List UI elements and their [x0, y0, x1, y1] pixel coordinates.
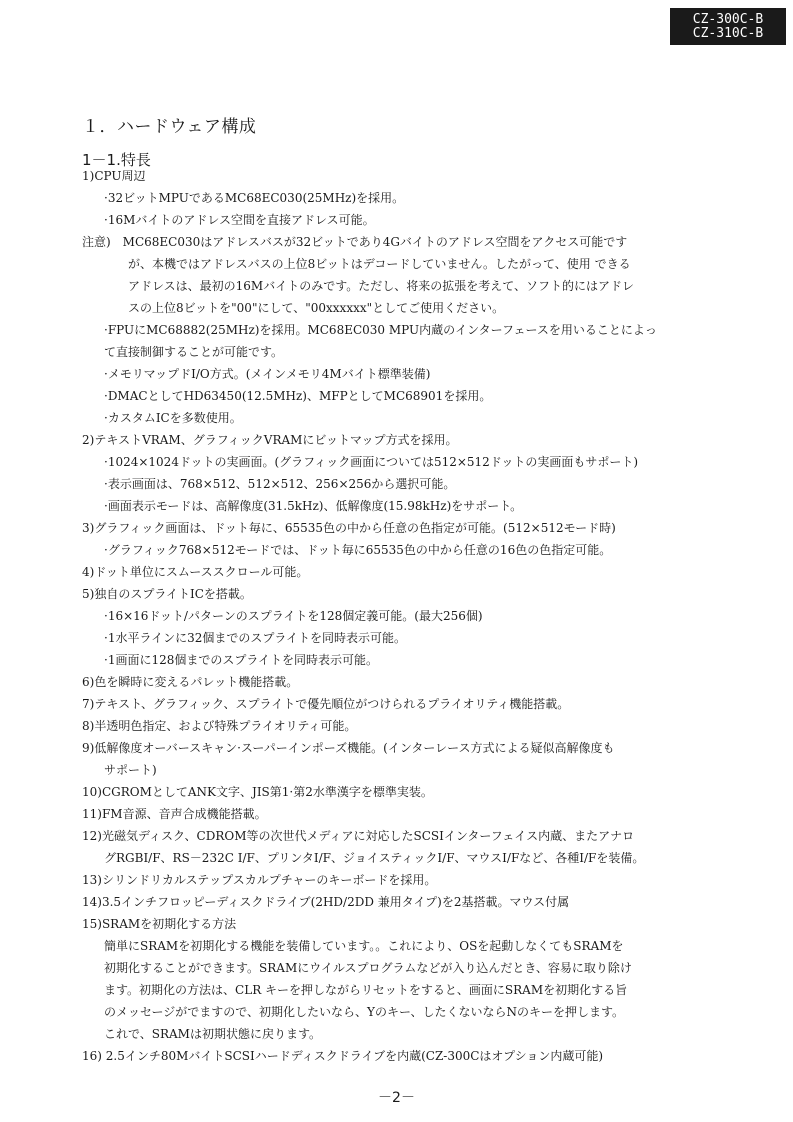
note-line: 注意) MC68EC030はアドレスバスが32ビットであり4Gバイトのアドレス空間をアクセス可能です	[82, 235, 628, 249]
text-line: 8)半透明色指定、および特殊プライオリティ可能。	[82, 719, 357, 733]
text-line: 9)低解像度オーバースキャン·スーパーインポーズ機能。(インターレース方式による疑似高解像度も	[82, 741, 615, 755]
text-line: ·16Mバイトのアドレス空間を直接アドレス可能。	[104, 213, 375, 227]
note-line: アドレスは、最初の16Mバイトのみです。ただし、将来の拡張を考えて、ソフト的にはアドレ	[128, 279, 635, 293]
model-number-line-2: CZ-310C-B	[692, 25, 764, 41]
note-line: スの上位8ビットを"00"にして、"00xxxxxx"としてご使用ください。	[128, 301, 505, 315]
text-line: ·DMACとしてHD63450(12.5MHz)、MFPとしてMC68901を採用。	[104, 389, 492, 403]
text-line: グRGBI/F、RS－232C I/F、プリンタI/F、ジョイスティックI/F、マウスI/Fなど、各種I/Fを装備。	[104, 851, 645, 865]
text-line: ·表示画面は、768×512、512×512、256×256から選択可能。	[104, 477, 456, 491]
text-line: ·1画面に128個までのスプライトを同時表示可能。	[104, 653, 378, 667]
text-line: ·メモリマップドI/O方式。(メインメモリ4Mバイト標準装備)	[104, 367, 431, 381]
text-line: 6)色を瞬時に変えるパレット機能搭載。	[82, 675, 299, 689]
text-line: これで、SRAMは初期状態に戻ります。	[104, 1027, 322, 1041]
text-line: 簡単にSRAMを初期化する機能を装備しています。。これにより、OSを起動しなくてもSRAMを	[104, 939, 624, 953]
subsection-title: 1－1.特長	[82, 151, 151, 169]
text-line: ます。初期化の方法は、CLR キーを押しながらリセットをすると、画面にSRAMを初期化する旨	[104, 983, 628, 997]
text-line: ·1水平ラインに32個までのスプライトを同時表示可能。	[104, 631, 407, 645]
model-number-line-1: CZ-300C-B	[692, 11, 764, 27]
text-line: サポート)	[104, 763, 157, 777]
text-line: 2)テキストVRAM、グラフィックVRAMにビットマップ方式を採用。	[82, 433, 458, 447]
text-line: ·カスタムICを多数使用。	[104, 411, 242, 425]
text-line: 15)SRAMを初期化する方法	[82, 917, 237, 931]
text-line: 3)グラフィック画面は、ドット毎に、65535色の中から任意の色指定が可能。(512×512モード時)	[82, 521, 616, 535]
text-line: 5)独自のスプライトICを搭載。	[82, 587, 252, 601]
page-number: －2－	[378, 1090, 415, 1106]
text-line: 11)FM音源、音声合成機能搭載。	[82, 807, 267, 821]
text-line: ·画面表示モードは、高解像度(31.5kHz)、低解像度(15.98kHz)をサポート。	[104, 499, 523, 513]
text-line: ·16×16ドット/パターンのスプライトを128個定義可能。(最大256個)	[104, 609, 483, 623]
text-line: 初期化することができます。SRAMにウイルスプログラムなどが入り込んだとき、容易に取り除け	[104, 961, 632, 975]
text-line: 14)3.5インチフロッピーディスクドライブ(2HD/2DD 兼用タイプ)を2基搭載。マウス付属	[82, 895, 570, 909]
text-line: 4)ドット単位にスムーススクロール可能。	[82, 565, 309, 579]
text-line: ·1024×1024ドットの実画面。(グラフィック画面については512×512ドットの実画面もサポート)	[104, 455, 639, 469]
text-line: ·32ビットMPUであるMC68EC030(25MHz)を採用。	[104, 191, 405, 205]
text-line: 12)光磁気ディスク、CDROM等の次世代メディアに対応したSCSIインターフェイス内蔵、またアナロ	[82, 829, 635, 843]
text-line: て直接制御することが可能です。	[104, 345, 284, 359]
text-line: ·FPUにMC68882(25MHz)を採用。MC68EC030 MPU内蔵のインターフェースを用いることによっ	[104, 323, 657, 337]
model-number-badge	[670, 8, 786, 45]
text-line: 7)テキスト、グラフィック、スプライトで優先順位がつけられるプライオリティ機能搭載。	[82, 697, 570, 711]
text-line: 10)CGROMとしてANK文字、JIS第1·第2水準漢字を標準実装。	[82, 785, 433, 799]
section-title: １．ハードウェア構成	[82, 117, 257, 137]
text-line: 16) 2.5インチ80MバイトSCSIハードディスクドライブを内蔵(CZ-300Cはオプション内蔵可能)	[82, 1049, 604, 1063]
note-line: が、本機ではアドレスバスの上位8ビットはデコードしていません。したがって、使用 できる	[128, 257, 631, 271]
text-line: 1)CPU周辺	[82, 169, 146, 183]
text-line: 13)シリンドリカルステップスカルプチャーのキーボードを採用。	[82, 873, 437, 887]
text-line: のメッセージがでますので、初期化したいなら、Yのキー、したくないならNのキーを押します。	[104, 1005, 625, 1019]
text-line: ·グラフィック768×512モードでは、ドット毎に65535色の中から任意の16色の色指定可能。	[104, 543, 612, 557]
